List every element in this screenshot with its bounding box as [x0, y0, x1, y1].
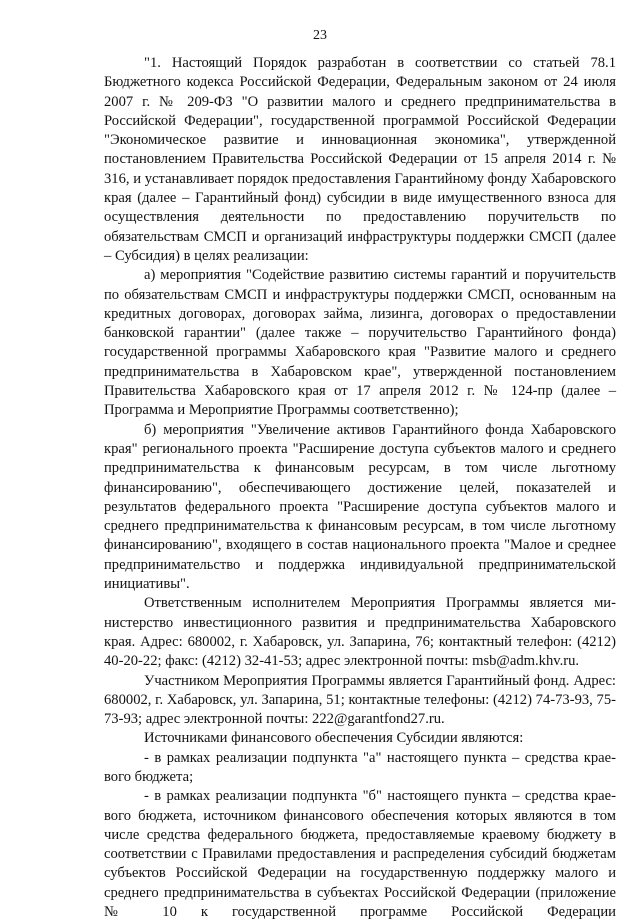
paragraph-funding-b: - в рамках реализации подпункта "б" настоящего пункта – средства краевого бюджета, источником финансового обеспечения которых являются в том числе средства федерального бюджета, предоставляемые краевому бюджету в соответствии с Правилами предоставления и распределения субсидий бюджетам субъектов Российской Федерации на государственную поддержку малого и среднего предпринимательства в субъектах Российской Федерации (приложение № 10 к государственной программе Российской Федерации — [104, 788, 616, 921]
paragraph-purpose: "1. Настоящий Порядок разработан в соответствии со статьей 78.1 Бюджетного кодекса Российской Федерации, Федеральным законом от 24 июля 2007 г. № 209-ФЗ "О развитии малого и среднего предпринимательства в Российской Федерации", государственной программой Российской Федерации "Экономическое развитие и инновационная экономика", утвержденной постановлением Правительства Российской Федерации от 15 апреля 2014 г. № 316, и устанавливает порядок предоставления Гарантийному фонду Хабаровского края (далее – Гарантийный фонд) субсидии в виде имущественного взноса для осуществления деятельности по предоставлению поручительств по обязательствам СМСП и организаций инфраструктуры поддержки СМСП (далее – Субсидия) в целях реализации: — [104, 55, 616, 264]
paragraph-responsible-executor: Ответственным исполнителем Мероприятия Программы является министерство инвестиционного развития и предпринимательства Хабаровского края. Адрес: 680002, г. Хабаровск, ул. Запарина, 76; контактный телефон: (4212) 40-20-22; факс: (4212) 32-41-53; адрес электронной почты: msb@adm.khv.ru. — [104, 595, 616, 670]
paragraph-funding-sources: Источниками финансового обеспечения Субсидии являются: — [144, 730, 524, 747]
paragraph-subitem-a: а) мероприятия "Содействие развитию системы гарантий и поручительств по обязательствам СМСП и инфраструктуры поддержки СМСП, основанным на кредитных договорах, договорах займа, лизинга, договорах о предоставлении банковской гарантии" (далее также – поручительство Гарантийного фонда) государственной программы Хабаровского края "Развитие малого и среднего предпринимательства в Хабаровском крае", утвержденной постановлением Правительства Хабаровского края от 17 апреля 2012 г. № 124-пр (далее – Программа и Мероприятие Программы соответственно); — [104, 267, 616, 419]
paragraph-participant: Участником Мероприятия Программы является Гарантийный фонд. Адрес: 680002, г. Хабаровск, ул. Запарина, 51; контактные телефоны: (4212) 74-73-93, 75-73-93; адрес электронной почты: 222@garantfond27.ru. — [104, 672, 616, 728]
paragraph-funding-a: - в рамках реализации подпункта "а" настоящего пункта – средства краевого бюджета; — [104, 749, 616, 785]
page-number: 23 — [313, 28, 327, 43]
document-body — [104, 54, 616, 922]
paragraph-subitem-b: б) мероприятия "Увеличение активов Гарантийного фонда Хабаровского края" регионального проекта "Расширение доступа субъектов малого и среднего предпринимательства к финансовым ресурсам, в том числе льготному финансированию", обеспечивающего достижение целей, показателей и результатов федерального проекта "Расширение доступа субъектов малого и среднего предпринимательства к финансовым ресурсам, в том числе льготному финансированию", входящего в состав национального проекта "Малое и среднее предпринимательство и поддержка индивидуальной предпринимательской инициативы". — [104, 421, 616, 593]
